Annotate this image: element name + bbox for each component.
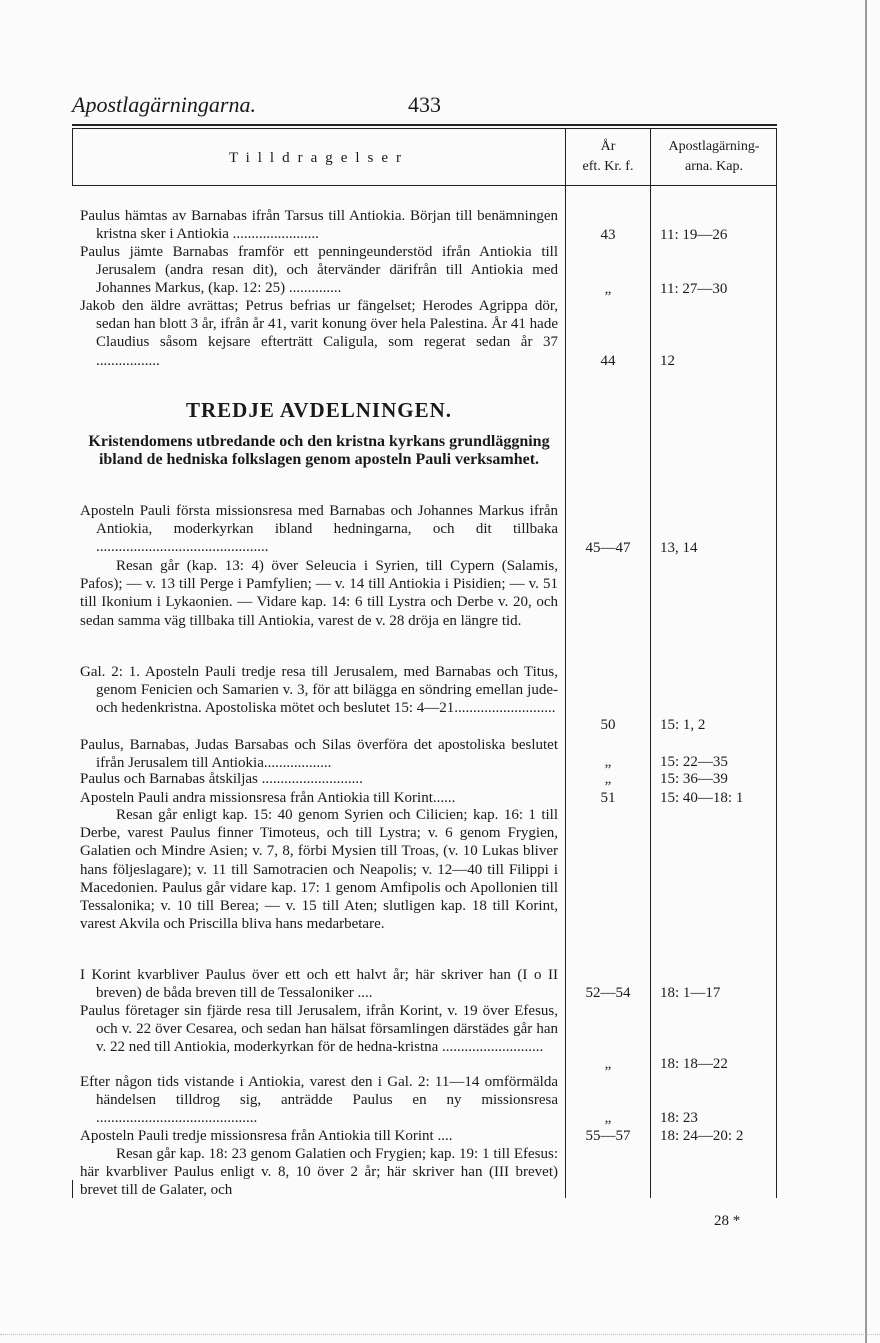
- year-cell: 52—54: [585, 985, 631, 1001]
- year-cell: 44: [600, 353, 616, 369]
- chapter-cell: 11: 27—30: [660, 281, 728, 297]
- top-rule: [72, 124, 777, 126]
- chapter-cell: 12: [660, 353, 675, 369]
- route-text: Resan går kap. 18: 23 genom Galatien och Frygien; kap. 19: 1 till Efesus: här kvarbliver Paulus enligt v. 8, 10 över 2 år; här skriver han (III brevet) brevet till de Galater, och: [80, 1146, 558, 1199]
- column-rule-acts: [650, 128, 651, 1198]
- header-rule: [72, 185, 777, 186]
- column-header-year: År eft. Kr. f.: [582, 139, 634, 174]
- chapter-cell: 13, 14: [660, 540, 698, 556]
- event-text: Jakob den äldre avrättas; Petrus befrias ur fängelset; Herodes Agrippa dör, sedan han blott 3 år, ifrån år 41, varit konung över hela Palestina. År 41 hade Claudius såsom kejsare efterträtt Caligula, som regerat sedan år 37 .................: [80, 298, 558, 369]
- chapter-cell: 18: 18—22: [660, 1056, 728, 1072]
- chapter-cell: 15: 36—39: [660, 771, 728, 787]
- event-text: I Korint kvarbliver Paulus över ett och ett halvt år; här skriver han (I o II breven) de båda breven till de Tessaloniker ....: [80, 967, 558, 1002]
- event-text: Aposteln Pauli första missionsresa med Barnabas och Johannes Markus ifrån Antiokia, moderkyrkan ibland hedningarna, och dit tillbaka ..............................................: [80, 503, 558, 556]
- signature-mark: 28 *: [714, 1213, 741, 1229]
- event-text: Paulus, Barnabas, Judas Barsabas och Silas överföra det apostoliska beslutet ifrån Jerusalem till Antiokia..................: [80, 737, 558, 772]
- column-header-events: Tilldragelser: [228, 150, 410, 166]
- top-rule-thin: [72, 128, 777, 129]
- chapter-cell: 18: 23: [660, 1110, 698, 1126]
- year-cell: „: [604, 754, 612, 770]
- page-edge: [865, 0, 867, 1343]
- chapter-cell: 18: 1—17: [660, 985, 721, 1001]
- column-header-acts: Apostlagärning- arna. Kap.: [668, 139, 760, 174]
- year-cell: „: [604, 1110, 612, 1126]
- year-cell: 55—57: [585, 1128, 631, 1144]
- year-cell: 45—47: [585, 540, 631, 556]
- chapter-cell: 15: 40—18: 1: [660, 790, 744, 806]
- year-cell: 51: [600, 790, 616, 806]
- section-title: TREDJE AVDELNINGEN.: [185, 398, 452, 422]
- event-text: Paulus företager sin fjärde resa till Jerusalem, ifrån Korint, v. 19 över Efesus, och v. 22 över Cesarea, och sedan han hälsat församlingen därstädes går han v. 22 ned till Antiokia, moderkyrkan för de hedna-kristna ...........................: [80, 1003, 558, 1056]
- left-border: [72, 128, 73, 186]
- year-cell: „: [604, 1056, 612, 1072]
- year-cell: „: [604, 281, 612, 297]
- year-cell: 43: [600, 227, 616, 243]
- event-text: Paulus och Barnabas åtskiljas ...........................: [80, 771, 363, 787]
- event-text: Efter någon tids vistande i Antiokia, varest den i Gal. 2: 11—14 omförmälda händelsen tilldrog sig, anträdde Paulus en ny missionsresa ...........................................: [80, 1074, 558, 1127]
- year-cell: „: [604, 771, 612, 787]
- event-text: Aposteln Pauli tredje missionsresa från Antiokia till Korint ....: [80, 1128, 453, 1144]
- chapter-cell: 11: 19—26: [660, 227, 728, 243]
- chapter-cell: 15: 22—35: [660, 754, 728, 770]
- route-text: Resan går (kap. 13: 4) över Seleucia i Syrien, till Cypern (Salamis, Pafos); — v. 13 till Perge i Pamfylien; — v. 14 till Antiokia i Pisidien; — v. 51 till Ikonium i Lykaonien. — Vidare kap. 14: 6 till Lystra och Derbe v. 20, och sedan samma väg tillbaka till Antiokia, varest de v. 28 dröja en längre tid.: [80, 558, 558, 629]
- chapter-cell: 15: 1, 2: [660, 717, 706, 733]
- event-text: Paulus jämte Barnabas framför ett penningeunderstöd ifrån Antiokia till Jerusalem (andra resan dit), och återvänder därifrån till Antiokia med Johannes Markus, (kap. 12: 25) ..............: [80, 244, 558, 297]
- page-bottom-edge: [0, 1334, 880, 1336]
- right-border: [776, 128, 777, 1198]
- section-subtitle: Kristendomens utbredande och den kristna kyrkans grundläggning ibland de hedniska folkslagen genom aposteln Pauli verksamhet.: [88, 433, 550, 468]
- left-border-bottom: [72, 1180, 73, 1198]
- route-text: Resan går enligt kap. 15: 40 genom Syrien och Cilicien; kap. 16: 1 till Derbe, varest Paulus finner Timoteus, och till Lystra; v. 6 genom Frygien, Galatien och Mindre Asien; v. 7, 8, förbi Mysien till Troas, (v. 10 Lukas bliver hans följeslagare); v. 11 till Samotracien och Neapolis; v. 12—40 till Filippi i Macedonien. Paulus går vidare kap. 17: 1 genom Amfipolis och Apollonien till Tessalonika; v. 10 till Berea; — v. 15 till Aten; slutligen kap. 18 till Korint, varest Akvila och Priscilla bliva hans medarbetare.: [80, 807, 558, 933]
- event-text: Aposteln Pauli andra missionsresa från Antiokia till Korint......: [80, 790, 456, 806]
- event-text: Gal. 2: 1. Aposteln Pauli tredje resa till Jerusalem, med Barnabas och Titus, genom Fenicien och Samarien v. 3, för att bilägga en söndring emellan jude- och hedenkristna. Apostoliska mötet och beslutet 15: 4—21...........................: [80, 664, 558, 717]
- page-number: 433: [408, 92, 441, 117]
- running-title: Apostlagärningarna.: [72, 92, 256, 117]
- event-text: Paulus hämtas av Barnabas ifrån Tarsus till Antiokia. Början till benämningen kristna sker i Antiokia .......................: [80, 208, 558, 243]
- chapter-cell: 18: 24—20: 2: [660, 1128, 744, 1144]
- year-cell: 50: [600, 717, 616, 733]
